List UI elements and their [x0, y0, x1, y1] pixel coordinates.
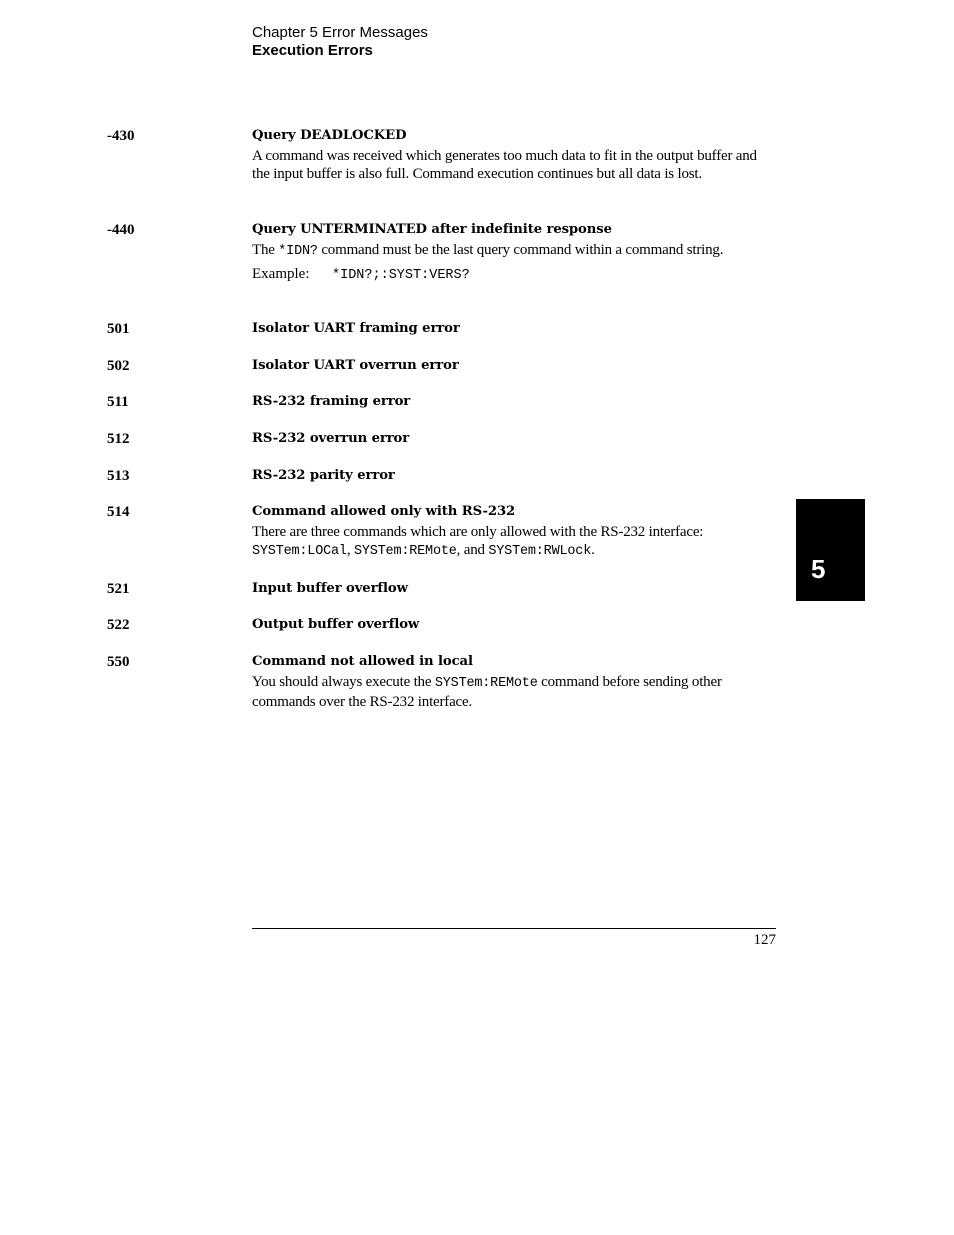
command-code: SYSTem:RWLock: [488, 544, 592, 559]
desc-text: command before sending other commands over the RS-232 interface.: [252, 674, 722, 710]
error-description: [252, 673, 778, 711]
error-title: Query UNTERMINATED after indefinite response: [252, 222, 612, 237]
page-header: [252, 24, 428, 60]
command-code: SYSTem:REMote: [353, 544, 457, 559]
desc-text: There are three commands which are only allowed with the RS-232 interface:: [252, 524, 704, 540]
error-body: [252, 430, 778, 448]
error-body: [252, 357, 778, 375]
footer-rule: [252, 928, 776, 929]
example-code: *IDN?;:SYST:VERS?: [332, 268, 470, 283]
error-title: Output buffer overflow: [252, 617, 420, 632]
desc-text: ,: [346, 542, 354, 558]
chapter-tab: [796, 499, 865, 601]
error-body: [252, 467, 778, 485]
error-title: Command allowed only with RS-232: [252, 504, 516, 519]
desc-text: .: [591, 542, 595, 558]
desc-text: , and: [456, 542, 489, 558]
error-title: RS-232 framing error: [252, 394, 411, 409]
error-body: [252, 127, 778, 183]
error-description: [252, 241, 778, 261]
error-title: Isolator UART framing error: [252, 321, 460, 336]
error-body: [252, 503, 778, 561]
error-body: [252, 320, 778, 338]
desc-text: You should always execute the: [252, 674, 435, 690]
error-code: 513: [107, 468, 130, 484]
error-code: -430: [107, 128, 135, 144]
error-title: RS-232 overrun error: [252, 431, 410, 446]
error-title: RS-232 parity error: [252, 468, 395, 483]
error-code: 512: [107, 431, 130, 447]
error-body: [252, 221, 778, 285]
command-code: *IDN?: [278, 244, 318, 259]
chapter-tab-label: 5: [811, 554, 826, 584]
command-code: SYSTem:LOCal: [252, 544, 347, 559]
error-code: 511: [107, 394, 129, 410]
error-title: Input buffer overflow: [252, 581, 408, 596]
example-line: [252, 265, 778, 285]
error-body: [252, 393, 778, 411]
error-body: [252, 580, 778, 598]
error-title: Command not allowed in local: [252, 654, 473, 669]
error-title: Isolator UART overrun error: [252, 358, 459, 373]
error-code: 550: [107, 654, 130, 670]
desc-text: command must be the last query command within a command string.: [317, 242, 724, 258]
desc-text: The: [252, 242, 279, 258]
section-title: Execution Errors: [252, 42, 373, 59]
error-body: [252, 653, 778, 711]
error-code: 521: [107, 581, 130, 597]
error-body: [252, 616, 778, 634]
example-label: Example:: [252, 266, 310, 282]
error-code: 514: [107, 504, 130, 520]
error-code: -440: [107, 222, 135, 238]
error-title: Query DEADLOCKED: [252, 128, 407, 143]
error-description: [252, 523, 778, 561]
error-description: A command was received which generates too much data to fit in the output buffer and the input buffer is also full. Command execution continues but all data is lost.: [252, 148, 757, 182]
error-code: 522: [107, 617, 130, 633]
error-code: 501: [107, 321, 130, 337]
chapter-title: Chapter 5 Error Messages: [252, 24, 428, 41]
error-code: 502: [107, 358, 130, 374]
command-code: SYSTem:REMote: [434, 676, 538, 691]
page-number: 127: [753, 932, 776, 948]
